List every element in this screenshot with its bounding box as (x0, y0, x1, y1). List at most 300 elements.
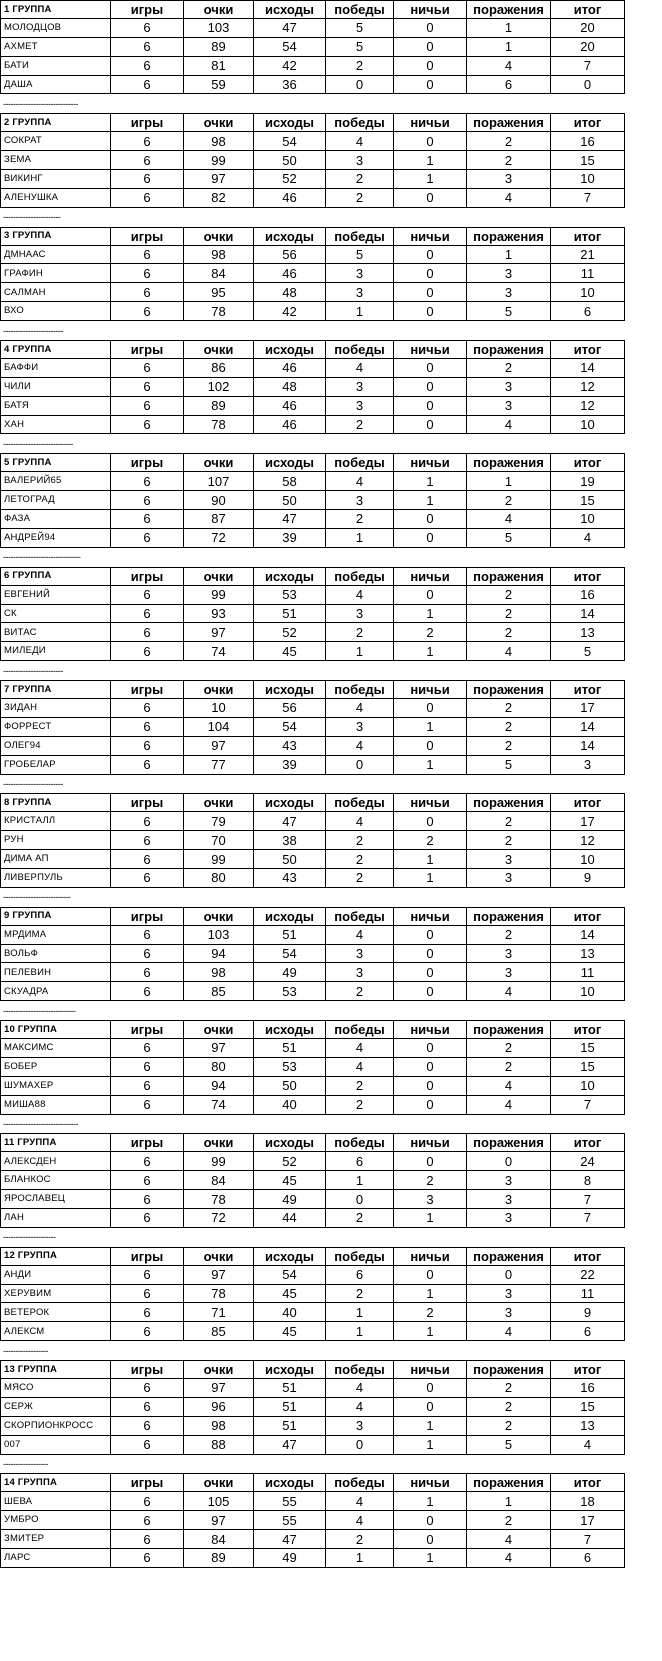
column-header: исходы (254, 681, 326, 698)
stat-cell: 6 (111, 416, 184, 434)
group-separator: --------------------- (3, 1232, 56, 1243)
group-title: 6 ГРУППА (0, 568, 111, 585)
stat-cell: 0 (467, 1266, 551, 1284)
stat-cell: 6 (111, 1058, 184, 1076)
stat-cell: 2 (326, 623, 394, 641)
column-header: поражения (467, 114, 551, 131)
group-separator: ------------------------ (3, 325, 63, 336)
stat-cell: 6 (111, 1190, 184, 1208)
column-header: игры (111, 908, 184, 925)
stat-cell: 0 (394, 302, 467, 320)
stat-cell: 56 (254, 246, 326, 264)
stat-cell: 0 (326, 76, 394, 94)
stat-cell: 87 (184, 510, 254, 528)
stat-cell: 99 (184, 586, 254, 604)
stat-cell: 8 (551, 1171, 625, 1189)
column-header: поражения (467, 1021, 551, 1038)
player-name: МРДИМА (0, 926, 111, 944)
stat-cell: 2 (467, 623, 551, 641)
stat-cell: 95 (184, 283, 254, 301)
stat-cell: 3 (467, 850, 551, 868)
stat-cell: 6 (551, 1322, 625, 1340)
stat-cell: 2 (326, 170, 394, 188)
stat-cell: 4 (467, 1549, 551, 1567)
stat-cell: 47 (254, 1436, 326, 1454)
column-header: победы (326, 1248, 394, 1265)
stat-cell: 6 (111, 1096, 184, 1114)
player-row (0, 246, 625, 265)
stat-cell: 1 (394, 605, 467, 623)
player-name: ЗЕМА (0, 151, 111, 169)
player-name: АХМЕТ (0, 38, 111, 56)
group-header-row (0, 1133, 625, 1152)
stat-cell: 2 (467, 1398, 551, 1416)
column-header: исходы (254, 454, 326, 471)
column-header: игры (111, 114, 184, 131)
column-header: очки (184, 228, 254, 245)
stat-cell: 78 (184, 1285, 254, 1303)
stat-cell: 6 (111, 737, 184, 755)
stat-cell: 6 (111, 926, 184, 944)
stat-cell: 6 (111, 623, 184, 641)
stat-cell: 84 (184, 264, 254, 282)
stat-cell: 2 (467, 1058, 551, 1076)
stat-cell: 54 (254, 132, 326, 150)
player-name: СК (0, 605, 111, 623)
stat-cell: 2 (326, 869, 394, 887)
stat-cell: 0 (394, 1379, 467, 1397)
column-header: игры (111, 228, 184, 245)
column-header: итог (551, 228, 625, 245)
stat-cell: 13 (551, 1417, 625, 1435)
stat-cell: 53 (254, 1058, 326, 1076)
stat-cell: 51 (254, 926, 326, 944)
column-header: победы (326, 1, 394, 18)
stat-cell: 1 (326, 1303, 394, 1321)
stat-cell: 4 (467, 982, 551, 1000)
stat-cell: 6 (111, 1152, 184, 1170)
group-separator: ------------------------------- (3, 552, 81, 563)
stat-cell: 36 (254, 76, 326, 94)
stat-cell: 93 (184, 605, 254, 623)
stat-cell: 0 (394, 510, 467, 528)
player-name: МИЛЕДИ (0, 642, 111, 660)
stat-cell: 48 (254, 378, 326, 396)
player-row (0, 132, 625, 151)
player-name: 007 (0, 1436, 111, 1454)
group-table (0, 340, 625, 434)
player-name: ЗИДАН (0, 699, 111, 717)
stat-cell: 99 (184, 151, 254, 169)
stat-cell: 3 (467, 1303, 551, 1321)
player-name: ВАЛЕРИЙ65 (0, 472, 111, 490)
stat-cell: 51 (254, 1379, 326, 1397)
stat-cell: 82 (184, 189, 254, 207)
stat-cell: 52 (254, 623, 326, 641)
column-header: очки (184, 794, 254, 811)
player-row (0, 302, 625, 321)
group-separator: ------------------------ (3, 665, 63, 676)
player-name: БАТЯ (0, 397, 111, 415)
stat-cell: 7 (551, 1190, 625, 1208)
stat-cell: 78 (184, 302, 254, 320)
player-row (0, 1322, 625, 1341)
stat-cell: 98 (184, 246, 254, 264)
column-header: победы (326, 794, 394, 811)
stat-cell: 0 (394, 76, 467, 94)
stat-cell: 2 (326, 1209, 394, 1227)
player-row (0, 963, 625, 982)
stat-cell: 11 (551, 264, 625, 282)
stat-cell: 6 (111, 812, 184, 830)
stat-cell: 6 (111, 1511, 184, 1529)
stat-cell: 21 (551, 246, 625, 264)
player-name: АЛЕНУШКА (0, 189, 111, 207)
group-header-row (0, 113, 625, 132)
stat-cell: 2 (467, 812, 551, 830)
player-row (0, 1152, 625, 1171)
player-name: ГРОБЕЛАР (0, 756, 111, 774)
stat-cell: 81 (184, 57, 254, 75)
stat-cell: 0 (467, 1152, 551, 1170)
stat-cell: 3 (326, 945, 394, 963)
stat-cell: 6 (111, 831, 184, 849)
player-row (0, 699, 625, 718)
stat-cell: 2 (467, 151, 551, 169)
stat-cell: 0 (326, 1436, 394, 1454)
player-row (0, 869, 625, 888)
column-header: победы (326, 1021, 394, 1038)
player-name: ХЕРУВИМ (0, 1285, 111, 1303)
player-row (0, 1266, 625, 1285)
stat-cell: 97 (184, 1266, 254, 1284)
stat-cell: 10 (551, 1077, 625, 1095)
stat-cell: 3 (467, 283, 551, 301)
stat-cell: 10 (551, 982, 625, 1000)
stat-cell: 2 (394, 1303, 467, 1321)
group-separator: ------------------------------ (3, 1118, 78, 1129)
stat-cell: 2 (326, 57, 394, 75)
stat-cell: 16 (551, 132, 625, 150)
group-header-row (0, 1360, 625, 1379)
column-header: очки (184, 454, 254, 471)
stat-cell: 4 (326, 132, 394, 150)
stat-cell: 6 (111, 1322, 184, 1340)
column-header: итог (551, 114, 625, 131)
column-header: ничьи (394, 1248, 467, 1265)
stat-cell: 52 (254, 170, 326, 188)
stat-cell: 78 (184, 1190, 254, 1208)
stat-cell: 17 (551, 812, 625, 830)
group-header-row (0, 1473, 625, 1492)
stat-cell: 9 (551, 1303, 625, 1321)
stat-cell: 1 (326, 529, 394, 547)
player-name: ДАША (0, 76, 111, 94)
player-name: СОКРАТ (0, 132, 111, 150)
stat-cell: 3 (467, 397, 551, 415)
player-name: ШЕВА (0, 1492, 111, 1510)
stat-cell: 1 (394, 491, 467, 509)
column-header: итог (551, 454, 625, 471)
stat-cell: 2 (467, 718, 551, 736)
stat-cell: 10 (551, 416, 625, 434)
column-header: ничьи (394, 114, 467, 131)
stat-cell: 53 (254, 586, 326, 604)
stat-cell: 0 (394, 982, 467, 1000)
stat-cell: 46 (254, 264, 326, 282)
group-separator: ---------------------------- (3, 438, 73, 449)
stat-cell: 6 (111, 302, 184, 320)
column-header: игры (111, 1474, 184, 1491)
stat-cell: 6 (111, 38, 184, 56)
stat-cell: 18 (551, 1492, 625, 1510)
stat-cell: 15 (551, 1058, 625, 1076)
stat-cell: 0 (394, 189, 467, 207)
player-name: СКОРПИОНКРОСС (0, 1417, 111, 1435)
column-header: ничьи (394, 341, 467, 358)
stat-cell: 72 (184, 529, 254, 547)
stat-cell: 86 (184, 359, 254, 377)
player-row (0, 718, 625, 737)
stat-cell: 4 (326, 1058, 394, 1076)
stat-cell: 46 (254, 359, 326, 377)
column-header: игры (111, 1, 184, 18)
column-header: ничьи (394, 908, 467, 925)
stat-cell: 2 (467, 132, 551, 150)
group-title: 10 ГРУППА (0, 1021, 111, 1038)
stat-cell: 3 (467, 869, 551, 887)
stat-cell: 0 (394, 529, 467, 547)
stat-cell: 90 (184, 491, 254, 509)
stat-cell: 0 (394, 812, 467, 830)
stat-cell: 51 (254, 1039, 326, 1057)
player-row (0, 378, 625, 397)
stat-cell: 47 (254, 1530, 326, 1548)
column-header: исходы (254, 568, 326, 585)
column-header: поражения (467, 908, 551, 925)
column-header: исходы (254, 228, 326, 245)
stat-cell: 0 (394, 264, 467, 282)
stat-cell: 4 (326, 472, 394, 490)
stat-cell: 6 (111, 283, 184, 301)
stat-cell: 5 (467, 302, 551, 320)
stat-cell: 2 (467, 586, 551, 604)
stat-cell: 39 (254, 529, 326, 547)
stat-cell: 6 (111, 1398, 184, 1416)
column-header: очки (184, 1248, 254, 1265)
stat-cell: 4 (551, 1436, 625, 1454)
column-header: поражения (467, 454, 551, 471)
stat-cell: 6 (326, 1266, 394, 1284)
stat-cell: 6 (111, 850, 184, 868)
stat-cell: 6 (111, 945, 184, 963)
stat-cell: 0 (394, 1266, 467, 1284)
stat-cell: 0 (394, 38, 467, 56)
stat-cell: 0 (394, 283, 467, 301)
stat-cell: 3 (394, 1190, 467, 1208)
stat-cell: 84 (184, 1530, 254, 1548)
stat-cell: 24 (551, 1152, 625, 1170)
stat-cell: 10 (551, 170, 625, 188)
stat-cell: 16 (551, 1379, 625, 1397)
stat-cell: 0 (394, 359, 467, 377)
stat-cell: 2 (326, 1285, 394, 1303)
stat-cell: 50 (254, 1077, 326, 1095)
stat-cell: 13 (551, 945, 625, 963)
group-table (0, 1020, 625, 1114)
group-title: 12 ГРУППА (0, 1248, 111, 1265)
stat-cell: 7 (551, 189, 625, 207)
stat-cell: 3 (326, 283, 394, 301)
stat-cell: 96 (184, 1398, 254, 1416)
group-header-row (0, 1020, 625, 1039)
stat-cell: 50 (254, 491, 326, 509)
player-row (0, 1209, 625, 1228)
player-row (0, 1096, 625, 1115)
stat-cell: 2 (326, 1096, 394, 1114)
group-table (0, 680, 625, 774)
stat-cell: 54 (254, 1266, 326, 1284)
player-row (0, 1039, 625, 1058)
stat-cell: 0 (394, 1058, 467, 1076)
player-row (0, 1398, 625, 1417)
stat-cell: 2 (467, 1417, 551, 1435)
group-header-row (0, 793, 625, 812)
player-row (0, 812, 625, 831)
stat-cell: 15 (551, 491, 625, 509)
player-name: ВЕТЕРОК (0, 1303, 111, 1321)
stat-cell: 6 (111, 1039, 184, 1057)
stat-cell: 6 (111, 1285, 184, 1303)
player-name: АНДРЕЙ94 (0, 529, 111, 547)
stat-cell: 0 (326, 1190, 394, 1208)
stat-cell: 2 (467, 359, 551, 377)
stat-cell: 7 (551, 1209, 625, 1227)
stat-cell: 47 (254, 510, 326, 528)
player-row (0, 19, 625, 38)
stat-cell: 2 (467, 699, 551, 717)
stat-cell: 5 (326, 246, 394, 264)
player-name: ГРАФИН (0, 264, 111, 282)
column-header: поражения (467, 1248, 551, 1265)
player-row (0, 76, 625, 95)
stat-cell: 1 (467, 19, 551, 37)
stat-cell: 1 (326, 302, 394, 320)
column-header: итог (551, 1021, 625, 1038)
stat-cell: 4 (467, 1322, 551, 1340)
column-header: исходы (254, 1134, 326, 1151)
stat-cell: 44 (254, 1209, 326, 1227)
group-header-row (0, 1247, 625, 1266)
stat-cell: 6 (111, 1549, 184, 1567)
player-name: МИША88 (0, 1096, 111, 1114)
group-header-row (0, 453, 625, 472)
column-header: исходы (254, 1021, 326, 1038)
stat-cell: 4 (467, 1077, 551, 1095)
stat-cell: 6 (111, 132, 184, 150)
group-separator: ------------------ (3, 1459, 48, 1470)
stat-cell: 51 (254, 605, 326, 623)
stat-cell: 2 (326, 416, 394, 434)
column-header: итог (551, 794, 625, 811)
stat-cell: 9 (551, 869, 625, 887)
stat-cell: 80 (184, 1058, 254, 1076)
stat-cell: 78 (184, 416, 254, 434)
stat-cell: 1 (394, 718, 467, 736)
stat-cell: 2 (467, 1039, 551, 1057)
stat-cell: 1 (467, 38, 551, 56)
player-name: ПЕЛЕВИН (0, 963, 111, 981)
stat-cell: 22 (551, 1266, 625, 1284)
stat-cell: 4 (326, 1379, 394, 1397)
stat-cell: 6 (111, 1266, 184, 1284)
stat-cell: 4 (326, 812, 394, 830)
column-header: поражения (467, 568, 551, 585)
stat-cell: 49 (254, 1190, 326, 1208)
stat-cell: 5 (467, 529, 551, 547)
stat-cell: 51 (254, 1398, 326, 1416)
stat-cell: 46 (254, 397, 326, 415)
column-header: игры (111, 681, 184, 698)
stat-cell: 54 (254, 38, 326, 56)
column-header: исходы (254, 341, 326, 358)
stat-cell: 59 (184, 76, 254, 94)
stat-cell: 1 (394, 151, 467, 169)
stat-cell: 0 (394, 926, 467, 944)
stat-cell: 0 (551, 76, 625, 94)
player-name: ЕВГЕНИЙ (0, 586, 111, 604)
column-header: итог (551, 1, 625, 18)
player-name: УМБРО (0, 1511, 111, 1529)
stat-cell: 2 (467, 605, 551, 623)
stat-cell: 1 (394, 1417, 467, 1435)
player-name: ВХО (0, 302, 111, 320)
stat-cell: 3 (326, 264, 394, 282)
column-header: итог (551, 1248, 625, 1265)
column-header: победы (326, 1361, 394, 1378)
stat-cell: 85 (184, 982, 254, 1000)
stat-cell: 6 (111, 170, 184, 188)
stat-cell: 6 (467, 76, 551, 94)
stat-cell: 10 (551, 283, 625, 301)
group-separator: ------------------ (3, 1345, 48, 1356)
stat-cell: 6 (111, 264, 184, 282)
column-header: игры (111, 341, 184, 358)
player-row (0, 1285, 625, 1304)
stat-cell: 1 (394, 170, 467, 188)
group-header-row (0, 567, 625, 586)
stat-cell: 6 (111, 472, 184, 490)
stat-cell: 1 (394, 756, 467, 774)
stat-cell: 107 (184, 472, 254, 490)
stat-cell: 89 (184, 38, 254, 56)
stat-cell: 6 (111, 605, 184, 623)
stat-cell: 1 (394, 1209, 467, 1227)
stat-cell: 6 (111, 246, 184, 264)
player-row (0, 1549, 625, 1568)
column-header: игры (111, 1248, 184, 1265)
stat-cell: 85 (184, 1322, 254, 1340)
stat-cell: 80 (184, 869, 254, 887)
stat-cell: 46 (254, 189, 326, 207)
stat-cell: 103 (184, 19, 254, 37)
column-header: ничьи (394, 228, 467, 245)
player-row (0, 529, 625, 548)
stat-cell: 1 (394, 1322, 467, 1340)
stat-cell: 0 (394, 1152, 467, 1170)
stat-cell: 6 (111, 1303, 184, 1321)
stat-cell: 12 (551, 397, 625, 415)
